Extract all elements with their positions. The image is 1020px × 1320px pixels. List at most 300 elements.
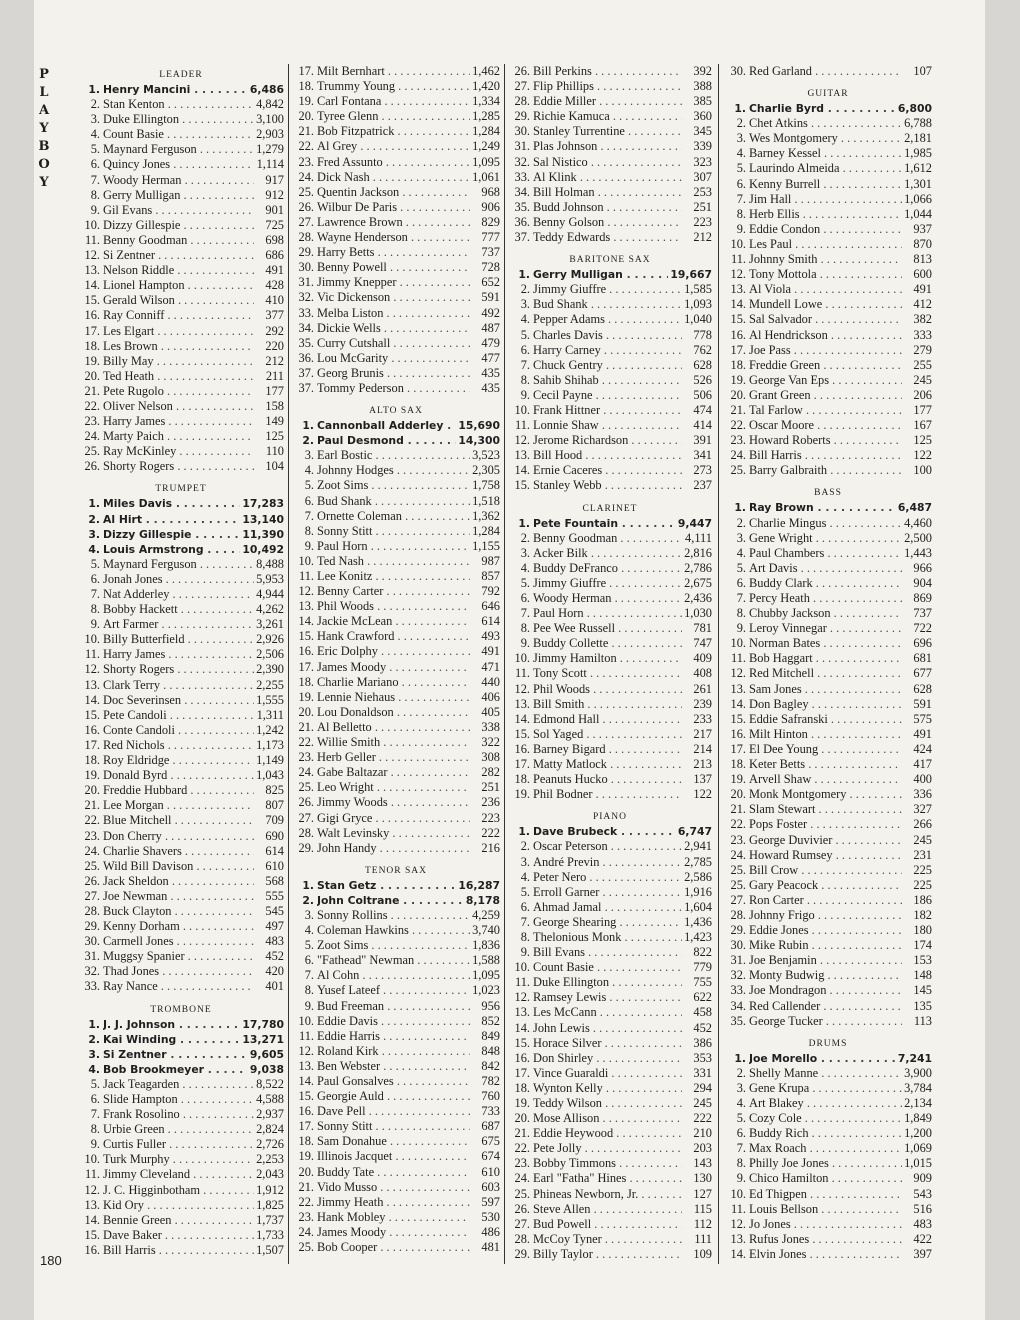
rank: 14. (84, 278, 100, 293)
vote-count: 483 (265, 934, 284, 949)
musician-name: Kai Winding . . . (103, 1032, 240, 1047)
vote-count: 2,824 (256, 1122, 284, 1137)
rank: 35. (514, 199, 530, 214)
rank: 7. (736, 191, 746, 206)
poll-entry (508, 1217, 712, 1232)
vote-count: 386 (693, 1035, 712, 1050)
vote-count: 217 (693, 726, 712, 741)
musician-name: Flip Phillips . . . (533, 79, 682, 94)
category-heading: CLARINET (582, 503, 638, 514)
rank: 25. (298, 1240, 314, 1255)
poll-entry (292, 64, 500, 79)
poll-entry (508, 64, 712, 79)
category-heading: GUITAR (807, 89, 849, 100)
poll-entry (724, 983, 932, 998)
musician-name: Bob Haggart . . . (749, 651, 902, 666)
poll-entry (78, 1032, 284, 1047)
poll-entry (78, 157, 284, 172)
poll-entry (292, 629, 500, 644)
rank: 21. (298, 124, 314, 139)
poll-entry (78, 979, 284, 994)
vote-count: 1,849 (904, 1111, 932, 1126)
section-gap (508, 1262, 712, 1266)
musician-name: Chubby Jackson . . . (749, 606, 902, 621)
rank: 30. (730, 64, 746, 78)
rank: 2. (520, 530, 530, 545)
vote-count: 237 (693, 478, 712, 493)
musician-name: Al Hendrickson . . . (749, 328, 902, 343)
rank: 16. (730, 726, 746, 741)
poll-entry (292, 433, 500, 448)
poll-entry (508, 1051, 712, 1066)
poll-entry (508, 1111, 712, 1126)
rank: 6. (304, 953, 314, 968)
poll-entry (508, 433, 712, 448)
poll-entry (78, 723, 284, 738)
vote-count: 212 (265, 353, 284, 368)
rank: 24. (298, 1224, 314, 1239)
poll-entry (508, 343, 712, 358)
poll-entry (724, 463, 932, 478)
poll-entry (292, 908, 500, 923)
musician-name: Dave Pell . . . (317, 1104, 470, 1119)
vote-count: 4,460 (904, 515, 932, 530)
poll-entry (508, 1066, 712, 1081)
poll-entry (724, 561, 932, 576)
vote-count: 113 (913, 1013, 932, 1028)
rank: 23. (730, 433, 746, 448)
poll-entry (292, 539, 500, 554)
musician-name: Jimmy Giuffre . . . (533, 576, 682, 591)
vote-count: 813 (913, 252, 932, 267)
column-2 (292, 64, 500, 1259)
poll-entry (724, 878, 932, 893)
musician-name: Charles Davis . . . (533, 328, 682, 343)
vote-count: 104 (265, 459, 284, 474)
poll-entry (78, 293, 284, 308)
musician-name: Quincy Jones . . . (103, 157, 254, 172)
vote-count: 145 (913, 983, 932, 998)
vote-count: 781 (693, 621, 712, 636)
rank: 29. (514, 109, 530, 124)
rank: 3. (520, 297, 530, 312)
rank: 3. (736, 1080, 746, 1095)
vote-count: 1,249 (472, 139, 500, 154)
musician-name: Red Nichols . . . (103, 738, 254, 753)
rank: 1. (518, 268, 530, 282)
poll-entry (724, 500, 932, 515)
vote-count: 807 (265, 798, 284, 813)
rank: 23. (84, 414, 100, 429)
musician-name: Lennie Niehaus . . . (317, 690, 470, 705)
rank: 16. (730, 327, 746, 342)
musician-name: Count Basie . . . (103, 127, 254, 142)
poll-entry (508, 712, 712, 727)
vote-count: 435 (481, 365, 500, 380)
musician-name: Ron Carter . . . (749, 893, 902, 908)
poll-entry (292, 841, 500, 856)
rank: 8. (736, 606, 746, 621)
poll-entry (292, 953, 500, 968)
musician-name: Louis Bellson . . . (749, 1202, 902, 1217)
rank: 24. (298, 765, 314, 780)
poll-entry (78, 1213, 284, 1228)
rank: 29. (730, 923, 746, 938)
rank: 3. (304, 907, 314, 922)
vote-count: 245 (693, 1096, 712, 1110)
musician-name: Joe Benjamin . . . (749, 953, 902, 968)
musician-name: Buddy Collette . . . (533, 636, 682, 651)
magazine-brand: P L A Y B O Y (38, 67, 50, 190)
rank: 32. (730, 968, 746, 983)
poll-entry (292, 720, 500, 735)
musician-name: Muggsy Spanier . . . (103, 949, 254, 964)
musician-name: Wayne Henderson . . . (317, 230, 470, 245)
vote-count: 345 (693, 124, 712, 139)
poll-entry (508, 727, 712, 742)
rank: 34. (730, 998, 746, 1013)
musician-name: John Coltrane . . . (317, 893, 464, 908)
poll-entry (78, 934, 284, 949)
poll-entry (292, 155, 500, 170)
poll-entry (78, 1047, 284, 1062)
rank: 29. (514, 1246, 530, 1261)
poll-entry (292, 1165, 500, 1180)
poll-entry (724, 968, 932, 983)
poll-entry (78, 324, 284, 339)
rank: 1. (88, 83, 100, 96)
musician-name: Jimmy Cleveland . . . (103, 1167, 254, 1182)
rank: 17. (730, 741, 746, 756)
rank: 7. (90, 172, 100, 187)
vote-count: 474 (693, 402, 712, 417)
vote-count: 409 (693, 651, 712, 666)
rank: 11. (730, 252, 746, 267)
vote-count: 491 (481, 644, 500, 659)
poll-entry (724, 1141, 932, 1156)
rank: 16. (84, 1242, 100, 1257)
rank: 23. (298, 1209, 314, 1224)
poll-entry (724, 373, 932, 388)
rank: 6. (736, 176, 746, 191)
rank: 8. (304, 983, 314, 998)
rank: 3. (88, 1047, 100, 1061)
rank: 16. (84, 722, 100, 737)
rank: 11. (514, 975, 530, 990)
vote-count: 869 (913, 591, 932, 605)
rank: 2. (736, 515, 746, 530)
musician-name: "Fathead" Newman . . . (317, 953, 470, 968)
musician-name: Dave Brubeck . . . (533, 824, 676, 839)
vote-count: 493 (481, 629, 500, 644)
vote-count: 112 (693, 1216, 712, 1231)
musician-name: Freddie Hubbard . . . (103, 783, 254, 798)
poll-entry (724, 267, 932, 282)
rank: 21. (514, 1126, 530, 1141)
poll-entry (292, 554, 500, 569)
vote-count: 652 (481, 275, 500, 290)
vote-count: 1,066 (904, 191, 932, 206)
poll-entry (508, 682, 712, 697)
rank: 22. (298, 735, 314, 750)
vote-count: 506 (693, 387, 712, 402)
poll-entry (292, 690, 500, 705)
rank: 19. (84, 353, 100, 368)
musician-name: Tony Mottola . . . (749, 267, 902, 282)
poll-entry (724, 893, 932, 908)
musician-name: Benny Goodman . . . (533, 531, 682, 546)
poll-entry (508, 1141, 712, 1156)
poll-entry (724, 252, 932, 267)
rank: 34. (298, 320, 314, 335)
musician-name: Herb Geller . . . (317, 750, 470, 765)
poll-entry (292, 185, 500, 200)
rank: 26. (298, 199, 314, 214)
musician-name: Thelonious Monk . . . (533, 930, 682, 945)
rank: 10. (298, 553, 314, 568)
musician-name: Gerald Wilson . . . (103, 293, 254, 308)
musician-name: Tyree Glenn . . . (317, 109, 470, 124)
musician-name: Sal Nistico . . . (533, 155, 682, 170)
poll-entry (78, 459, 284, 474)
vote-count: 1,758 (472, 478, 500, 493)
poll-entry (292, 336, 500, 351)
rank: 21. (84, 383, 100, 398)
poll-entry (508, 1187, 712, 1202)
poll-entry (724, 146, 932, 161)
rank: 18. (84, 338, 100, 353)
rank: 9. (520, 636, 530, 651)
poll-entry (724, 848, 932, 863)
vote-count: 477 (481, 350, 500, 365)
poll-entry (292, 124, 500, 139)
vote-count: 733 (481, 1104, 500, 1119)
poll-entry (292, 478, 500, 493)
musician-name: James Moody . . . (317, 1225, 470, 1240)
musician-name: Benny Powell . . . (317, 260, 470, 275)
poll-entry (724, 433, 932, 448)
vote-count: 331 (693, 1065, 712, 1080)
poll-entry (508, 621, 712, 636)
musician-name: Gene Wright . . . (749, 531, 902, 546)
rank: 14. (514, 463, 530, 478)
rank: 9. (520, 945, 530, 960)
musician-name: Lee Konitz . . . (317, 569, 470, 584)
rank: 12. (514, 433, 530, 448)
rank: 4. (520, 869, 530, 884)
poll-entry (292, 230, 500, 245)
poll-entry (292, 448, 500, 463)
rank: 10. (514, 651, 530, 666)
rank: 9. (736, 621, 746, 636)
vote-count: 2,134 (904, 1096, 932, 1110)
poll-entry (78, 1017, 284, 1032)
musician-name: Blue Mitchell . . . (103, 813, 254, 828)
poll-entry (78, 384, 284, 399)
musician-name: Shelly Manne . . . (749, 1066, 902, 1081)
poll-entry (724, 727, 932, 742)
vote-count: 422 (913, 1231, 932, 1246)
rank: 10. (730, 636, 746, 651)
vote-count: 353 (693, 1050, 712, 1065)
poll-entry (724, 712, 932, 727)
rank: 29. (298, 245, 314, 260)
musician-name: Quentin Jackson . . . (317, 185, 470, 200)
rank: 15. (730, 711, 746, 726)
poll-entry (78, 542, 284, 557)
poll-entry (508, 561, 712, 576)
rank: 17. (298, 1119, 314, 1134)
rank: 12. (84, 662, 100, 677)
rank: 13. (298, 599, 314, 614)
poll-entry (724, 418, 932, 433)
musician-name: Joe Newman . . . (103, 889, 254, 904)
rank: 22. (730, 418, 746, 433)
vote-count: 125 (265, 429, 284, 444)
vote-count: 2,937 (256, 1107, 284, 1122)
vote-count: 696 (913, 636, 932, 651)
vote-count: 2,941 (684, 839, 712, 854)
vote-count: 261 (693, 681, 712, 696)
poll-entry (292, 735, 500, 750)
poll-entry (78, 693, 284, 708)
poll-entry (724, 636, 932, 651)
category-heading: BARITONE SAX (569, 255, 651, 266)
vote-count: 737 (913, 606, 932, 621)
poll-entry (724, 328, 932, 343)
musician-name: Ramsey Lewis . . . (533, 990, 682, 1005)
rank: 8. (90, 1122, 100, 1137)
musician-name: Shorty Rogers . . . (103, 459, 254, 474)
vote-count: 3,261 (256, 617, 284, 632)
vote-count: 294 (693, 1080, 712, 1095)
poll-entry (508, 312, 712, 327)
poll-entry (508, 215, 712, 230)
poll-entry (724, 207, 932, 222)
rank: 15. (84, 707, 100, 722)
poll-entry (724, 516, 932, 531)
poll-entry (292, 1044, 500, 1059)
musician-name: Elvin Jones . . . (749, 1247, 902, 1262)
musician-name: Buddy Clark . . . (749, 576, 902, 591)
rank: 5. (304, 478, 314, 493)
musician-name: Don Shirley . . . (533, 1051, 682, 1066)
vote-count: 279 (913, 342, 932, 357)
musician-name: Phil Bodner . . . (533, 787, 682, 802)
poll-entry (724, 576, 932, 591)
poll-entry (78, 1122, 284, 1137)
vote-count: 253 (693, 184, 712, 199)
vote-count: 8,522 (256, 1076, 284, 1091)
poll-entry (508, 1081, 712, 1096)
rank: 14. (84, 1212, 100, 1227)
vote-count: 122 (693, 787, 712, 802)
musician-name: Bobby Hackett . . . (103, 602, 254, 617)
musician-name: Jack Teagarden . . . (103, 1077, 254, 1092)
musician-name: Kenny Burrell . . . (749, 177, 902, 192)
poll-entry (292, 1014, 500, 1029)
poll-entry (724, 388, 932, 403)
musician-name: Clark Terry . . . (103, 678, 254, 693)
vote-count: 1,040 (684, 312, 712, 327)
poll-entry (508, 1126, 712, 1141)
rank: 33. (730, 983, 746, 998)
poll-entry (724, 237, 932, 252)
rank: 7. (520, 606, 530, 621)
musician-name: Thad Jones . . . (103, 964, 254, 979)
rank: 27. (298, 810, 314, 825)
rank: 10. (514, 402, 530, 417)
musician-name: Eddie Heywood . . . (533, 1126, 682, 1141)
musician-name: Woody Herman . . . (103, 173, 254, 188)
vote-count: 777 (481, 230, 500, 245)
vote-count: 628 (913, 681, 932, 696)
poll-entry (78, 127, 284, 142)
vote-count: 9,447 (677, 516, 712, 530)
poll-entry (508, 358, 712, 373)
rank: 28. (514, 94, 530, 109)
rank: 37. (298, 380, 314, 395)
poll-entry (292, 260, 500, 275)
rank: 8. (90, 602, 100, 617)
poll-entry (508, 885, 712, 900)
poll-entry (724, 64, 932, 79)
musician-name: Oliver Nelson . . . (103, 399, 254, 414)
rank: 19. (298, 689, 314, 704)
vote-count: 1,443 (904, 545, 932, 560)
vote-count: 2,786 (684, 560, 712, 575)
poll-entry (78, 1152, 284, 1167)
rank: 15. (84, 293, 100, 308)
vote-count: 3,784 (904, 1080, 932, 1095)
rank: 8. (90, 187, 100, 202)
rank: 4. (90, 127, 100, 142)
poll-entry (508, 79, 712, 94)
rank: 6. (520, 899, 530, 914)
poll-entry (508, 945, 712, 960)
rank: 19. (514, 1096, 530, 1110)
poll-entry (78, 429, 284, 444)
page-number: 180 (40, 1253, 62, 1268)
poll-entry (724, 757, 932, 772)
rank: 5. (736, 560, 746, 575)
rank: 25. (730, 862, 746, 877)
poll-entry (78, 82, 284, 97)
rank: 1. (88, 497, 100, 511)
musician-name: Oscar Peterson . . . (533, 839, 682, 854)
musician-name: Ed Thigpen . . . (749, 1187, 902, 1202)
musician-name: Curtis Fuller . . . (103, 1137, 254, 1152)
poll-entry (292, 584, 500, 599)
musician-name: Chet Atkins . . . (749, 116, 902, 131)
musician-name: Ray Nance . . . (103, 979, 254, 994)
musician-name: Bud Freeman . . . (317, 999, 470, 1014)
vote-count: 917 (265, 172, 284, 187)
poll-entry (724, 591, 932, 606)
rank: 22. (514, 1141, 530, 1156)
rank: 11. (514, 418, 530, 433)
musician-name: Coleman Hawkins . . . (317, 923, 470, 938)
vote-count: 382 (913, 312, 932, 327)
poll-entry (508, 990, 712, 1005)
rank: 33. (514, 169, 530, 184)
vote-count: 1,069 (904, 1141, 932, 1156)
poll-entry (292, 599, 500, 614)
rank: 11. (730, 1201, 746, 1216)
category-heading: ALTO SAX (369, 406, 423, 417)
musician-name: Georgie Auld . . . (317, 1089, 470, 1104)
musician-name: Wynton Kelly . . . (533, 1081, 682, 1096)
